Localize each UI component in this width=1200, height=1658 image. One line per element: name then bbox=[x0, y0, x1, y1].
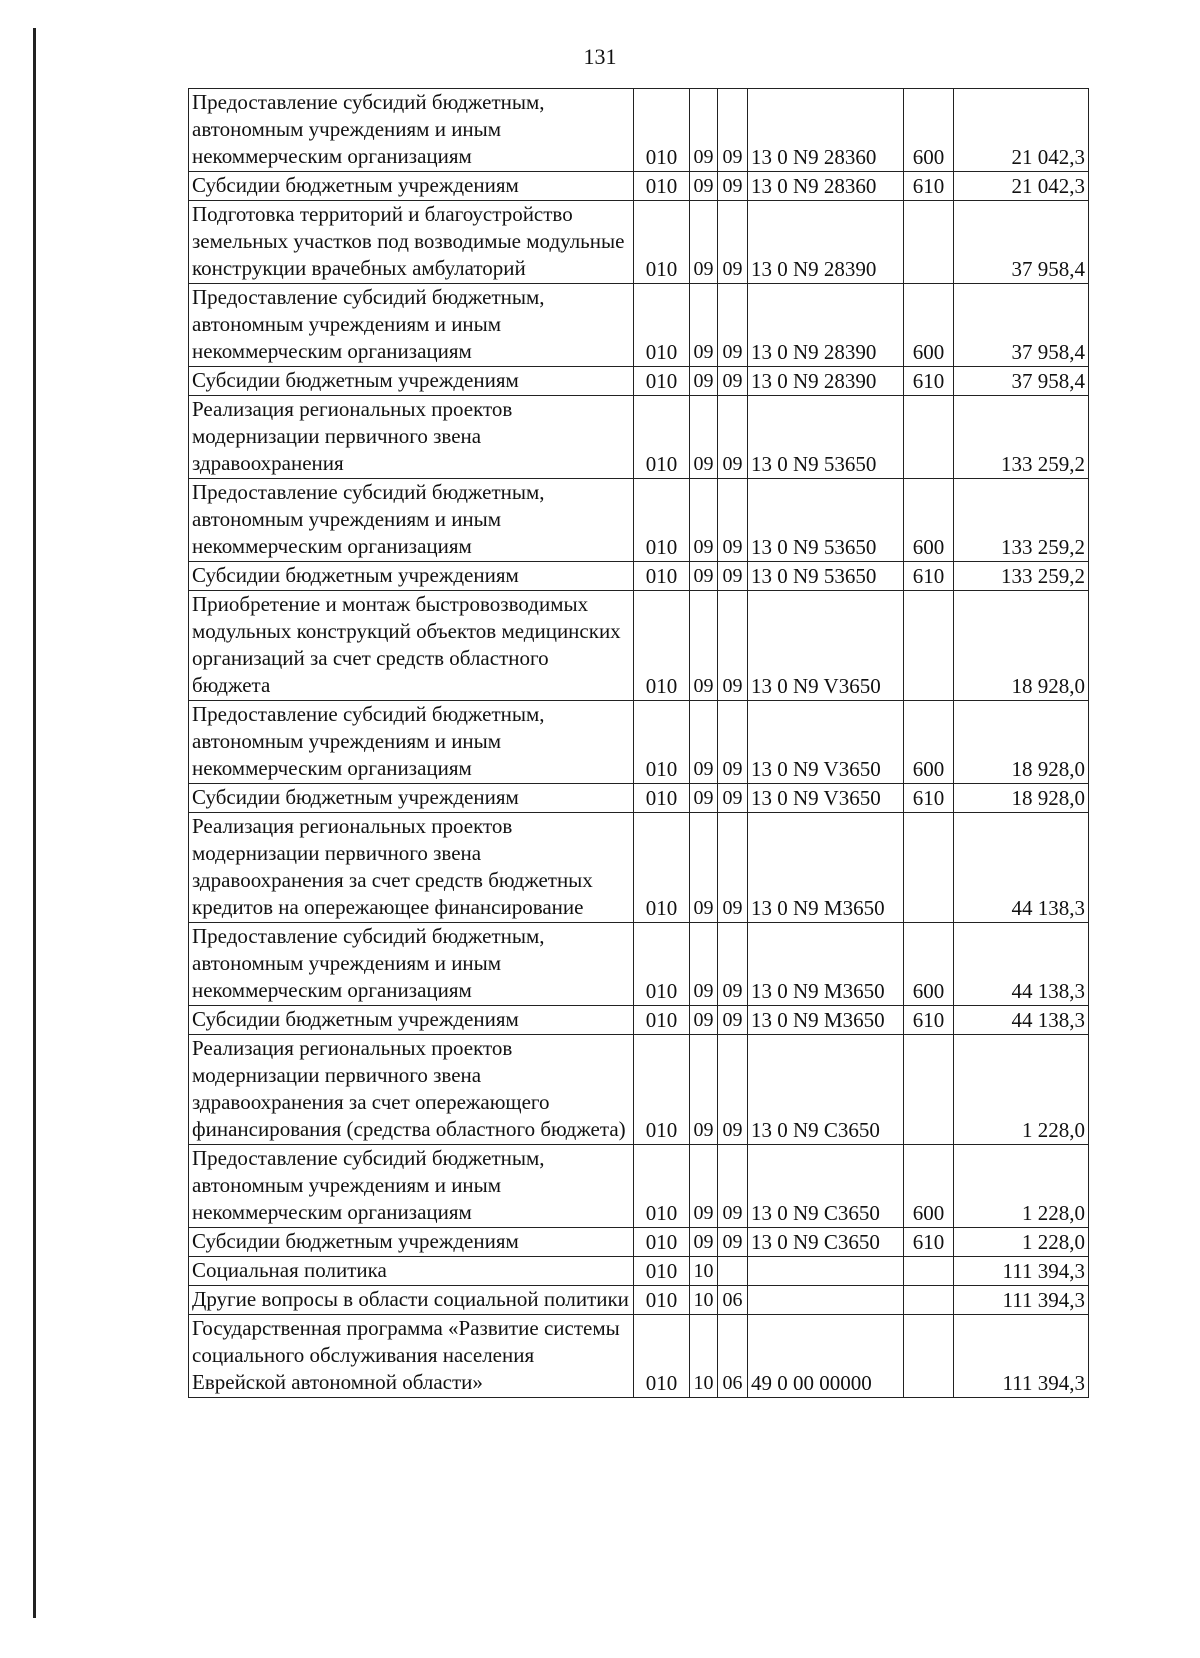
cell-expense-type: 600 bbox=[904, 923, 954, 1006]
cell-subsection bbox=[718, 1257, 748, 1286]
cell-grbs: 010 bbox=[634, 813, 690, 923]
cell-item-name: Социальная политика bbox=[189, 1257, 634, 1286]
cell-section: 10 bbox=[690, 1315, 718, 1398]
cell-target-article: 49 0 00 00000 bbox=[748, 1315, 904, 1398]
cell-target-article: 13 0 N9 28390 bbox=[748, 201, 904, 284]
cell-amount: 37 958,4 bbox=[954, 284, 1089, 367]
page-number: 131 bbox=[583, 44, 617, 69]
table-row bbox=[189, 1035, 1089, 1145]
cell-target-article: 13 0 N9 C3650 bbox=[748, 1145, 904, 1228]
cell-amount: 21 042,3 bbox=[954, 89, 1089, 172]
cell-grbs: 010 bbox=[634, 1145, 690, 1228]
cell-item-name: Субсидии бюджетным учреждениям bbox=[189, 1006, 634, 1035]
cell-item-name: Реализация региональных проектов модернизации первичного звена здравоохранения за счет средств бюджетных кредитов на опережающее финансирование bbox=[189, 813, 634, 923]
cell-subsection: 09 bbox=[718, 367, 748, 396]
cell-amount: 111 394,3 bbox=[954, 1257, 1089, 1286]
cell-grbs: 010 bbox=[634, 201, 690, 284]
cell-section: 09 bbox=[690, 396, 718, 479]
cell-grbs: 010 bbox=[634, 284, 690, 367]
cell-section: 09 bbox=[690, 367, 718, 396]
cell-grbs: 010 bbox=[634, 172, 690, 201]
cell-expense-type: 600 bbox=[904, 284, 954, 367]
cell-target-article: 13 0 N9 53650 bbox=[748, 396, 904, 479]
table-row bbox=[189, 284, 1089, 367]
cell-grbs: 010 bbox=[634, 479, 690, 562]
cell-amount: 111 394,3 bbox=[954, 1286, 1089, 1315]
cell-subsection: 09 bbox=[718, 1228, 748, 1257]
cell-section: 09 bbox=[690, 1006, 718, 1035]
cell-subsection: 06 bbox=[718, 1286, 748, 1315]
cell-item-name: Реализация региональных проектов модернизации первичного звена здравоохранения bbox=[189, 396, 634, 479]
cell-section: 09 bbox=[690, 591, 718, 701]
cell-grbs: 010 bbox=[634, 784, 690, 813]
cell-target-article: 13 0 N9 28390 bbox=[748, 367, 904, 396]
cell-section: 09 bbox=[690, 701, 718, 784]
cell-expense-type bbox=[904, 1257, 954, 1286]
cell-item-name: Реализация региональных проектов модернизации первичного звена здравоохранения за счет опережающего финансирования (средства областного бюджета) bbox=[189, 1035, 634, 1145]
cell-item-name: Предоставление субсидий бюджетным, автономным учреждениям и иным некоммерческим организациям bbox=[189, 923, 634, 1006]
cell-section: 09 bbox=[690, 284, 718, 367]
cell-item-name: Государственная программа «Развитие системы социального обслуживания населения Еврейской автономной области» bbox=[189, 1315, 634, 1398]
cell-expense-type: 610 bbox=[904, 172, 954, 201]
cell-target-article: 13 0 N9 M3650 bbox=[748, 813, 904, 923]
table-row bbox=[189, 784, 1089, 813]
cell-section: 09 bbox=[690, 813, 718, 923]
table-row bbox=[189, 367, 1089, 396]
cell-subsection: 09 bbox=[718, 813, 748, 923]
cell-amount: 133 259,2 bbox=[954, 396, 1089, 479]
cell-item-name: Субсидии бюджетным учреждениям bbox=[189, 562, 634, 591]
cell-section: 09 bbox=[690, 1145, 718, 1228]
cell-section: 09 bbox=[690, 479, 718, 562]
cell-item-name: Субсидии бюджетным учреждениям bbox=[189, 784, 634, 813]
cell-subsection: 09 bbox=[718, 701, 748, 784]
cell-grbs: 010 bbox=[634, 396, 690, 479]
table-row bbox=[189, 1145, 1089, 1228]
cell-section: 09 bbox=[690, 201, 718, 284]
table-row bbox=[189, 562, 1089, 591]
cell-section: 09 bbox=[690, 1035, 718, 1145]
cell-grbs: 010 bbox=[634, 89, 690, 172]
cell-expense-type: 610 bbox=[904, 367, 954, 396]
cell-expense-type: 600 bbox=[904, 479, 954, 562]
cell-target-article: 13 0 N9 C3650 bbox=[748, 1228, 904, 1257]
cell-target-article: 13 0 N9 53650 bbox=[748, 562, 904, 591]
cell-subsection: 09 bbox=[718, 784, 748, 813]
table-row bbox=[189, 813, 1089, 923]
cell-target-article: 13 0 N9 M3650 bbox=[748, 1006, 904, 1035]
cell-amount: 1 228,0 bbox=[954, 1145, 1089, 1228]
cell-target-article: 13 0 N9 V3650 bbox=[748, 701, 904, 784]
cell-amount: 37 958,4 bbox=[954, 367, 1089, 396]
table-row bbox=[189, 1257, 1089, 1286]
cell-target-article: 13 0 N9 V3650 bbox=[748, 784, 904, 813]
scan-edge-line bbox=[33, 28, 36, 1618]
table-row bbox=[189, 396, 1089, 479]
cell-item-name: Другие вопросы в области социальной политики bbox=[189, 1286, 634, 1315]
cell-subsection: 09 bbox=[718, 172, 748, 201]
table-row bbox=[189, 1228, 1089, 1257]
cell-target-article: 13 0 N9 V3650 bbox=[748, 591, 904, 701]
cell-grbs: 010 bbox=[634, 1315, 690, 1398]
cell-grbs: 010 bbox=[634, 1257, 690, 1286]
cell-expense-type: 600 bbox=[904, 89, 954, 172]
cell-section: 09 bbox=[690, 1228, 718, 1257]
cell-amount: 18 928,0 bbox=[954, 591, 1089, 701]
cell-target-article bbox=[748, 1286, 904, 1315]
cell-item-name: Предоставление субсидий бюджетным, автономным учреждениям и иным некоммерческим организациям bbox=[189, 701, 634, 784]
cell-amount: 133 259,2 bbox=[954, 479, 1089, 562]
cell-amount: 1 228,0 bbox=[954, 1035, 1089, 1145]
cell-expense-type bbox=[904, 1286, 954, 1315]
table-row bbox=[189, 479, 1089, 562]
cell-subsection: 09 bbox=[718, 1035, 748, 1145]
budget-table bbox=[188, 88, 1089, 1398]
cell-section: 09 bbox=[690, 89, 718, 172]
cell-subsection: 06 bbox=[718, 1315, 748, 1398]
table-row bbox=[189, 1006, 1089, 1035]
cell-amount: 1 228,0 bbox=[954, 1228, 1089, 1257]
cell-section: 09 bbox=[690, 923, 718, 1006]
cell-amount: 37 958,4 bbox=[954, 201, 1089, 284]
cell-expense-type bbox=[904, 201, 954, 284]
cell-amount: 133 259,2 bbox=[954, 562, 1089, 591]
cell-grbs: 010 bbox=[634, 1035, 690, 1145]
cell-subsection: 09 bbox=[718, 923, 748, 1006]
cell-item-name: Предоставление субсидий бюджетным, автономным учреждениям и иным некоммерческим организациям bbox=[189, 1145, 634, 1228]
cell-subsection: 09 bbox=[718, 396, 748, 479]
cell-subsection: 09 bbox=[718, 201, 748, 284]
cell-target-article: 13 0 N9 28390 bbox=[748, 284, 904, 367]
cell-target-article: 13 0 N9 28360 bbox=[748, 89, 904, 172]
budget-table-body bbox=[189, 89, 1089, 1398]
cell-item-name: Субсидии бюджетным учреждениям bbox=[189, 172, 634, 201]
table-row bbox=[189, 591, 1089, 701]
cell-item-name: Подготовка территорий и благоустройство земельных участков под возводимые модульные конструкции врачебных амбулаторий bbox=[189, 201, 634, 284]
cell-grbs: 010 bbox=[634, 701, 690, 784]
table-row bbox=[189, 1286, 1089, 1315]
cell-subsection: 09 bbox=[718, 1006, 748, 1035]
table-row bbox=[189, 701, 1089, 784]
cell-expense-type bbox=[904, 591, 954, 701]
cell-grbs: 010 bbox=[634, 1286, 690, 1315]
table-row bbox=[189, 1315, 1089, 1398]
cell-item-name: Предоставление субсидий бюджетным, автономным учреждениям и иным некоммерческим организациям bbox=[189, 479, 634, 562]
cell-section: 09 bbox=[690, 562, 718, 591]
cell-grbs: 010 bbox=[634, 1228, 690, 1257]
cell-grbs: 010 bbox=[634, 591, 690, 701]
table-row bbox=[189, 172, 1089, 201]
cell-target-article: 13 0 N9 M3650 bbox=[748, 923, 904, 1006]
cell-subsection: 09 bbox=[718, 89, 748, 172]
table-row bbox=[189, 89, 1089, 172]
table-row bbox=[189, 201, 1089, 284]
cell-expense-type: 600 bbox=[904, 1145, 954, 1228]
cell-expense-type bbox=[904, 1315, 954, 1398]
cell-target-article: 13 0 N9 28360 bbox=[748, 172, 904, 201]
cell-section: 09 bbox=[690, 784, 718, 813]
cell-expense-type bbox=[904, 396, 954, 479]
cell-amount: 44 138,3 bbox=[954, 1006, 1089, 1035]
table-row bbox=[189, 923, 1089, 1006]
cell-target-article bbox=[748, 1257, 904, 1286]
cell-target-article: 13 0 N9 53650 bbox=[748, 479, 904, 562]
cell-section: 10 bbox=[690, 1286, 718, 1315]
cell-item-name: Субсидии бюджетным учреждениям bbox=[189, 1228, 634, 1257]
cell-section: 10 bbox=[690, 1257, 718, 1286]
cell-grbs: 010 bbox=[634, 367, 690, 396]
cell-grbs: 010 bbox=[634, 923, 690, 1006]
cell-subsection: 09 bbox=[718, 591, 748, 701]
cell-expense-type: 610 bbox=[904, 1006, 954, 1035]
cell-item-name: Субсидии бюджетным учреждениям bbox=[189, 367, 634, 396]
cell-target-article: 13 0 N9 C3650 bbox=[748, 1035, 904, 1145]
cell-amount: 18 928,0 bbox=[954, 784, 1089, 813]
cell-amount: 44 138,3 bbox=[954, 813, 1089, 923]
cell-grbs: 010 bbox=[634, 1006, 690, 1035]
cell-grbs: 010 bbox=[634, 562, 690, 591]
cell-expense-type bbox=[904, 813, 954, 923]
cell-amount: 21 042,3 bbox=[954, 172, 1089, 201]
cell-subsection: 09 bbox=[718, 284, 748, 367]
cell-amount: 18 928,0 bbox=[954, 701, 1089, 784]
cell-amount: 44 138,3 bbox=[954, 923, 1089, 1006]
cell-expense-type bbox=[904, 1035, 954, 1145]
cell-item-name: Приобретение и монтаж быстровозводимых модульных конструкций объектов медицинских организаций за счет средств областного бюджета bbox=[189, 591, 634, 701]
cell-item-name: Предоставление субсидий бюджетным, автономным учреждениям и иным некоммерческим организациям bbox=[189, 284, 634, 367]
cell-expense-type: 610 bbox=[904, 562, 954, 591]
cell-subsection: 09 bbox=[718, 1145, 748, 1228]
cell-section: 09 bbox=[690, 172, 718, 201]
cell-expense-type: 610 bbox=[904, 1228, 954, 1257]
cell-expense-type: 610 bbox=[904, 784, 954, 813]
cell-expense-type: 600 bbox=[904, 701, 954, 784]
cell-amount: 111 394,3 bbox=[954, 1315, 1089, 1398]
cell-subsection: 09 bbox=[718, 562, 748, 591]
cell-item-name: Предоставление субсидий бюджетным, автономным учреждениям и иным некоммерческим организациям bbox=[189, 89, 634, 172]
cell-subsection: 09 bbox=[718, 479, 748, 562]
